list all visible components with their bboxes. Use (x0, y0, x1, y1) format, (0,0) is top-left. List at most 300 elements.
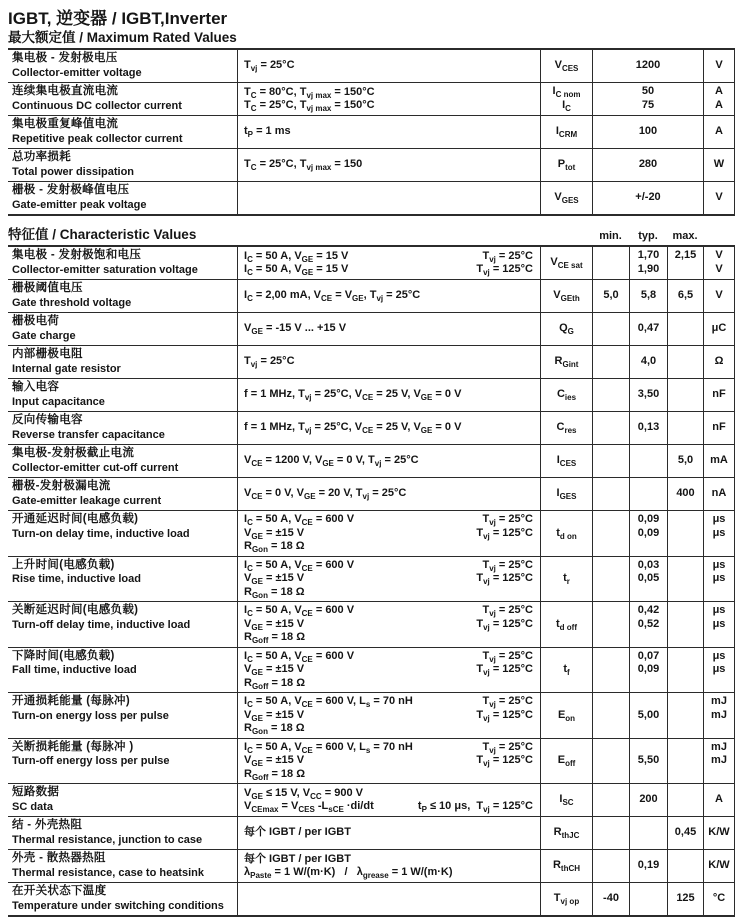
condition-line (244, 454, 533, 468)
unit-cell-line: μs (712, 513, 726, 525)
condition-line (244, 513, 533, 527)
condition-text: $I_C = 50$ A, $V_{GE} = 15$ V (244, 249, 349, 264)
condition-temp: $T_{vj} = 125^\circ C$ (476, 617, 533, 632)
unit-cell-line: μs (712, 572, 726, 584)
condition-line (244, 650, 533, 664)
unit-cell (703, 149, 735, 181)
symbol-cell-line: $E_{off}$ (557, 754, 576, 769)
symbol-cell-line: $I_C$ (562, 98, 571, 113)
parameter-cell (8, 412, 237, 444)
condition-temp: $T_{vj} = 25^\circ C$ (482, 649, 533, 664)
condition-temp: $T_{vj} = 25^\circ C$ (482, 695, 533, 710)
symbol-cell (540, 850, 592, 882)
unit-cell-line: mJ (711, 740, 727, 753)
parameter-cell (8, 557, 237, 602)
condition-temp: $T_{vj} = 125^\circ C$ (476, 263, 533, 278)
condition-line (244, 695, 533, 709)
conditions-cell (237, 693, 540, 738)
unit-cell (703, 313, 735, 345)
symbol-cell-line: $V_{CES}$ (554, 59, 579, 74)
symbol-cell (540, 478, 592, 510)
unit-cell (703, 817, 735, 849)
condition-line (244, 677, 533, 691)
table-row (8, 849, 735, 882)
value-min (592, 602, 629, 647)
unit-cell (703, 850, 735, 882)
param-name-en: Turn-off delay time, inductive load (12, 618, 191, 631)
value-min-line: 5,0 (603, 289, 619, 302)
table-row (8, 783, 735, 816)
condition-text: $I_C = 50$ A, $V_{GE} = 15$ V (244, 263, 349, 278)
symbol-cell (540, 280, 592, 312)
conditions-cell (237, 379, 540, 411)
symbol-cell-line: $C_{ies}$ (556, 388, 577, 403)
param-name-en: Thermal resistance, case to heatsink (12, 866, 204, 879)
value-typ (629, 557, 667, 602)
value-typ-line: 4,0 (640, 355, 657, 368)
parameter-cell (8, 693, 237, 738)
value-min (592, 247, 629, 279)
unit-cell-line: A (715, 125, 723, 138)
unit-cell-line: mA (710, 454, 728, 467)
condition-text: f = 1 MHz, $T_{vj} = 25^\circ C$, $V_{CE} = 25$ V, $V_{GE} = 0$ V (244, 388, 462, 403)
parameter-cell (8, 182, 237, 214)
value-typ-line: 0,09 (637, 663, 660, 675)
condition-text: $I_C = 50$ A, $V_{CE} = 600$ V (244, 513, 355, 528)
condition-text: $R_{Goff} = 18$ Ω (244, 631, 306, 646)
unit-cell (703, 693, 735, 738)
symbol-cell (540, 83, 592, 115)
condition-line (244, 826, 533, 840)
symbol-cell (540, 149, 592, 181)
param-name-zh: 栅极 - 发射极峰值电压 (12, 184, 130, 196)
unit-cell-line: mJ (711, 754, 727, 766)
condition-temp: $T_{vj} = 25^\circ C$ (482, 740, 533, 755)
value-cell-line: 100 (638, 125, 658, 138)
condition-line (244, 487, 533, 501)
unit-cell-line: °C (712, 892, 726, 905)
condition-line (244, 722, 533, 736)
unit-cell (703, 648, 735, 693)
condition-text: $V_{GE} = \pm 15$ V (244, 572, 305, 587)
symbol-cell (540, 693, 592, 738)
param-name-en: Repetitive peak collector current (12, 132, 183, 145)
symbol-cell-line: $t_{d off}$ (556, 617, 577, 632)
parameter-cell (8, 784, 237, 816)
param-name-zh: 开通延迟时间(电感负载) (12, 513, 139, 525)
condition-text: $V_{GE} \le 15$ V, $V_{CC} = 900$ V (244, 786, 363, 801)
symbol-cell (540, 445, 592, 477)
param-name-en: Gate charge (12, 329, 76, 342)
table-row (8, 738, 735, 784)
value-typ-line: 5,50 (637, 754, 660, 766)
unit-cell-line: μs (712, 558, 726, 571)
param-name-en: Temperature under switching conditions (12, 899, 224, 912)
param-name-zh: 下降时间(电感负载) (12, 649, 115, 662)
param-name-zh: 上升时间(电感负载) (12, 558, 115, 571)
symbol-cell (540, 346, 592, 378)
parameter-cell (8, 247, 237, 279)
param-name-en: Gate-emitter peak voltage (12, 198, 147, 211)
section-heading: 最大额定值 / Maximum Rated Values (8, 30, 237, 45)
value-max-line: 5,0 (677, 454, 694, 467)
symbol-cell (540, 648, 592, 693)
symbol-cell-line: $R_{thJC}$ (553, 826, 580, 841)
value-typ (629, 739, 667, 784)
condition-text: $V_{CEmax} = V_{CES}$ $-L_{sCE} \cdot di/dt$ (244, 800, 374, 815)
unit-cell (703, 346, 735, 378)
table-row (8, 692, 735, 738)
condition-line (244, 527, 533, 541)
value-min (592, 693, 629, 738)
value-typ-line: 0,47 (637, 322, 660, 335)
conditions-cell (237, 247, 540, 279)
condition-line (244, 355, 533, 369)
value-min (592, 478, 629, 510)
value-cell (592, 50, 703, 82)
condition-line (244, 86, 533, 100)
param-name-zh: 在开关状态下温度 (12, 885, 107, 897)
unit-cell-line: K/W (708, 859, 730, 872)
param-name-en: Collector-emitter cut-off current (12, 461, 179, 474)
table-row (8, 378, 735, 411)
value-max-line (684, 263, 687, 277)
table-row (8, 181, 735, 214)
value-min (592, 557, 629, 602)
condition-temp: $t_P \le 10$ μs, $T_{vj} = 125^\circ C$ (417, 800, 533, 815)
param-name-en: Continuous DC collector current (12, 99, 182, 112)
value-min-line: -40 (603, 892, 619, 905)
parameter-cell (8, 602, 237, 647)
unit-cell-line: nF (712, 388, 726, 401)
value-typ-line: 0,09 (637, 526, 660, 539)
value-max (667, 648, 703, 693)
symbol-cell-line: $t_{d on}$ (556, 526, 577, 541)
condition-line (244, 800, 533, 814)
value-cell-line: +/-20 (635, 191, 661, 204)
symbol-cell-line: $C_{res}$ (556, 421, 577, 436)
value-typ (629, 412, 667, 444)
value-max (667, 850, 703, 882)
symbol-cell (540, 313, 592, 345)
value-typ-line: 0,42 (637, 604, 660, 616)
param-name-zh: 连续集电极直流电流 (12, 85, 119, 97)
conditions-cell (237, 478, 540, 510)
symbol-cell (540, 116, 592, 148)
table-row (8, 816, 735, 849)
symbol-cell (540, 883, 592, 915)
value-cell (592, 149, 703, 181)
parameter-cell (8, 83, 237, 115)
param-name-zh: 短路数据 (12, 786, 60, 798)
value-cell-line: 50 (641, 85, 655, 97)
condition-text: $I_C = 2,00$ mA, $V_{CE} = V_{GE}$, $T_{vj} = 25^\circ C$ (244, 289, 421, 304)
value-typ-line: 200 (639, 793, 658, 806)
condition-line (244, 322, 533, 336)
value-typ (629, 602, 667, 647)
param-name-en: Reverse transfer capacitance (12, 428, 165, 441)
value-typ (629, 784, 667, 816)
value-max (667, 247, 703, 279)
parameter-cell (8, 445, 237, 477)
unit-cell (703, 247, 735, 279)
param-name-en: Gate threshold voltage (12, 296, 132, 309)
param-name-en: Turn-on delay time, inductive load (12, 527, 190, 540)
value-cell (592, 116, 703, 148)
conditions-cell (237, 280, 540, 312)
conditions-cell (237, 602, 540, 647)
condition-text: $T_{vj} = 25^\circ C$ (244, 355, 295, 370)
condition-line (244, 421, 533, 435)
table-row (8, 411, 735, 444)
value-min (592, 784, 629, 816)
unit-cell (703, 83, 735, 115)
unit-cell-line: W (713, 158, 725, 171)
unit-cell-line: mJ (711, 695, 727, 707)
param-name-en: Internal gate resistor (12, 362, 121, 375)
param-name-en: Collector-emitter saturation voltage (12, 263, 198, 276)
symbol-cell-line: $I_{C nom}$ (552, 85, 581, 100)
conditions-cell (237, 182, 540, 214)
condition-line (244, 787, 533, 801)
condition-text: $V_{CE} = 0$ V, $V_{GE} = 20$ V, $T_{vj} = 25^\circ C$ (244, 487, 407, 502)
value-max (667, 817, 703, 849)
value-min (592, 313, 629, 345)
conditions-cell (237, 346, 540, 378)
value-typ (629, 445, 667, 477)
symbol-cell (540, 379, 592, 411)
value-max (667, 557, 703, 602)
unit-cell-line: V (715, 59, 723, 72)
unit-cell-line: K/W (708, 826, 730, 839)
symbol-cell (540, 182, 592, 214)
value-typ-line: 1,70 (637, 249, 660, 261)
table-row (8, 115, 735, 148)
value-max (667, 445, 703, 477)
param-name-zh: 结 - 外壳热阻 (12, 819, 83, 831)
column-header-typ: typ. (638, 230, 658, 242)
param-name-zh: 关断延迟时间(电感负载) (12, 604, 139, 616)
symbol-cell (540, 602, 592, 647)
unit-cell (703, 478, 735, 510)
table-row (8, 556, 735, 602)
condition-text: $V_{GE} = \pm 15$ V (244, 708, 305, 723)
symbol-cell-line: $T_{vj op}$ (553, 892, 580, 907)
conditions-cell (237, 116, 540, 148)
conditions-cell (237, 557, 540, 602)
condition-text: $\lambda_{Paste} = 1$ $W/(m\cdot K) / \lambda_{grease} = 1$ W/(m·K) (244, 866, 453, 881)
value-min (592, 379, 629, 411)
param-name-zh: 栅极-发射极漏电流 (12, 480, 111, 492)
value-typ (629, 313, 667, 345)
table-row (8, 444, 735, 477)
symbol-cell-line: $V_{GEth}$ (553, 289, 580, 304)
unit-cell (703, 116, 735, 148)
value-typ-line: 0,05 (637, 572, 660, 584)
table-row (8, 312, 735, 345)
symbol-cell-line: $V_{CE sat}$ (550, 256, 583, 271)
param-name-zh: 集电极 - 发射极电压 (12, 52, 118, 64)
conditions-cell (237, 445, 540, 477)
conditions-cell (237, 511, 540, 556)
condition-line (244, 559, 533, 573)
symbol-cell (540, 557, 592, 602)
conditions-cell (237, 739, 540, 784)
symbol-cell-line: $I_{SC}$ (559, 793, 574, 808)
condition-text: $R_{Goff} = 18$ Ω (244, 676, 306, 691)
param-name-zh: 关断损耗能量 (每脉冲 ) (12, 740, 134, 753)
condition-text: $V_{GE} = \pm 15$ V (244, 526, 305, 541)
table-row (8, 510, 735, 556)
symbol-cell (540, 50, 592, 82)
condition-temp: $T_{vj} = 25^\circ C$ (482, 249, 533, 264)
value-typ (629, 478, 667, 510)
parameter-cell (8, 883, 237, 915)
table-row (8, 477, 735, 510)
unit-cell (703, 602, 735, 647)
unit-cell-line: μC (711, 322, 727, 335)
condition-line (244, 754, 533, 768)
conditions-cell (237, 412, 540, 444)
value-typ-line: 0,19 (637, 859, 660, 872)
param-name-en: Collector-emitter voltage (12, 66, 142, 79)
page-title: IGBT, 逆变器 / IGBT,Inverter (8, 9, 228, 28)
value-typ-line: 5,00 (637, 708, 660, 721)
value-max-line: 0,45 (674, 826, 697, 839)
conditions-cell (237, 784, 540, 816)
symbol-cell-line: $R_{Gint}$ (554, 355, 579, 370)
condition-line (244, 618, 533, 632)
param-name-en: Thermal resistance, junction to case (12, 833, 203, 846)
column-header-max: max. (672, 230, 698, 242)
unit-cell-line: mJ (711, 708, 727, 721)
value-cell-line: 280 (638, 158, 658, 171)
value-typ (629, 883, 667, 915)
condition-line (244, 263, 533, 277)
conditions-cell (237, 313, 540, 345)
symbol-cell (540, 739, 592, 784)
param-name-en: Rise time, inductive load (12, 573, 141, 585)
conditions-cell (237, 149, 540, 181)
unit-cell-line: A (715, 98, 723, 111)
unit-cell (703, 50, 735, 82)
value-max (667, 478, 703, 510)
unit-cell (703, 557, 735, 602)
condition-temp: $T_{vj} = 25^\circ C$ (482, 604, 533, 619)
condition-line (244, 586, 533, 600)
param-name-en: Fall time, inductive load (12, 664, 137, 676)
value-min (592, 850, 629, 882)
sections-container (8, 30, 735, 917)
param-name-zh: 反向传输电容 (12, 414, 83, 426)
condition-temp: $T_{vj} = 125^\circ C$ (476, 663, 533, 678)
condition-text: $V_{CE} = 1200$ V, $V_{GE} = 0$ V, $T_{vj} = 25^\circ C$ (244, 454, 419, 469)
condition-line (244, 866, 533, 880)
condition-line (244, 572, 533, 586)
value-cell-line: 1200 (635, 59, 661, 72)
value-typ-line: 0,07 (637, 649, 660, 662)
unit-cell-line: A (715, 85, 723, 97)
value-min (592, 346, 629, 378)
unit-cell-line: A (715, 793, 723, 806)
unit-cell (703, 182, 735, 214)
parameter-cell (8, 478, 237, 510)
symbol-cell-line: $I_{CES}$ (556, 454, 577, 469)
condition-text: $I_C = 50$ A, $V_{CE} = 600$ V (244, 649, 355, 664)
value-typ-line: 0,13 (637, 421, 660, 434)
unit-cell-line: V (715, 249, 723, 261)
unit-cell-line: Ω (714, 355, 724, 368)
value-min (592, 739, 629, 784)
unit-cell (703, 511, 735, 556)
condition-line (244, 125, 533, 139)
conditions-cell (237, 850, 540, 882)
symbol-cell (540, 817, 592, 849)
symbol-cell-line: $I_{CRM}$ (555, 125, 578, 140)
value-typ-line: 1,90 (637, 262, 660, 275)
value-min (592, 883, 629, 915)
value-typ-line: 3,50 (637, 388, 660, 401)
condition-text: $I_C = 50$ A, $V_{CE} = 600$ V, $L_s = 70$ nH (244, 695, 413, 710)
value-typ-line: 0,52 (637, 617, 660, 630)
value-typ (629, 693, 667, 738)
value-typ (629, 247, 667, 279)
symbol-cell-line: $Q_G$ (559, 322, 574, 337)
condition-temp: $T_{vj} = 125^\circ C$ (476, 754, 533, 769)
column-header-min: min. (599, 230, 622, 242)
value-max (667, 693, 703, 738)
value-typ (629, 817, 667, 849)
parameter-cell (8, 817, 237, 849)
param-name-en: Turn-off energy loss per pulse (12, 755, 170, 767)
section-heading-row (8, 30, 735, 48)
condition-text: $T_{vj} = 25^\circ C$ (244, 59, 295, 74)
conditions-cell (237, 50, 540, 82)
value-cell (592, 182, 703, 214)
condition-line (244, 709, 533, 723)
unit-cell-line: nA (711, 487, 727, 500)
condition-temp: $T_{vj} = 125^\circ C$ (476, 526, 533, 541)
parameter-cell (8, 116, 237, 148)
condition-temp: $T_{vj} = 125^\circ C$ (476, 708, 533, 723)
value-cell (592, 83, 703, 115)
condition-text: $V_{GE} = -15$ V ... +15 V (244, 322, 347, 337)
symbol-cell-line: $R_{thCH}$ (552, 859, 581, 874)
condition-line (244, 289, 533, 303)
value-max-line: 125 (676, 892, 695, 905)
table-row (8, 148, 735, 181)
condition-line (244, 250, 533, 264)
section-heading-row (8, 227, 735, 245)
param-name-en: Input capacitance (12, 395, 105, 408)
param-name-zh: 集电极 - 发射极饱和电压 (12, 249, 142, 261)
param-name-en: Turn-on energy loss per pulse (12, 709, 169, 722)
unit-cell (703, 280, 735, 312)
parameter-cell (8, 379, 237, 411)
value-typ-line (647, 741, 650, 755)
value-max-line: 6,5 (677, 289, 694, 302)
condition-text: $T_C = 25^\circ C$, $T_{vj max} = 150$ (244, 158, 363, 173)
unit-cell-line: μs (712, 604, 726, 616)
symbol-cell-line: $t_r$ (563, 572, 570, 587)
value-max (667, 883, 703, 915)
condition-line (244, 853, 533, 867)
table-row (8, 647, 735, 693)
symbol-cell-line: $P_{tot}$ (557, 158, 576, 173)
condition-text: f = 1 MHz, $T_{vj} = 25^\circ C$, $V_{CE} = 25$ V, $V_{GE} = 0$ V (244, 421, 462, 436)
unit-cell (703, 445, 735, 477)
param-name-zh: 集电极-发射极截止电流 (12, 447, 135, 459)
